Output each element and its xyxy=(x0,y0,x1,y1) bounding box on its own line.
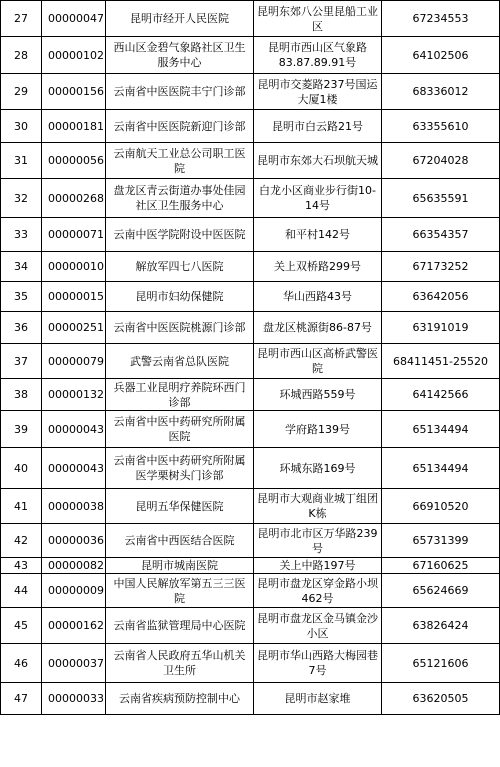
row-number: 38 xyxy=(1,379,42,411)
institution-code: 00000251 xyxy=(42,312,106,344)
row-number: 37 xyxy=(1,344,42,379)
row-number: 39 xyxy=(1,411,42,448)
institution-code: 00000181 xyxy=(42,110,106,143)
institution-address: 昆明市东郊大石坝航天城 xyxy=(254,143,382,179)
phone-number: 67173252 xyxy=(382,252,500,282)
institution-name: 云南省中医医院新迎门诊部 xyxy=(106,110,254,143)
table-row xyxy=(1,74,500,110)
row-number: 45 xyxy=(1,608,42,644)
row-number: 44 xyxy=(1,574,42,608)
row-number: 30 xyxy=(1,110,42,143)
institution-name: 云南省人民政府五华山机关卫生所 xyxy=(106,644,254,683)
table-row xyxy=(1,683,500,715)
table-row xyxy=(1,312,500,344)
row-number: 42 xyxy=(1,524,42,558)
table-row xyxy=(1,218,500,252)
phone-number: 65731399 xyxy=(382,524,500,558)
institution-name: 云南省监狱管理局中心医院 xyxy=(106,608,254,644)
institution-address: 学府路139号 xyxy=(254,411,382,448)
phone-number: 68336012 xyxy=(382,74,500,110)
table-row xyxy=(1,644,500,683)
institution-code: 00000043 xyxy=(42,411,106,448)
institution-name: 云南省中医医院桃源门诊部 xyxy=(106,312,254,344)
phone-number: 68411451-25520 xyxy=(382,344,500,379)
institution-address: 昆明市大观商业城丁组团K栋 xyxy=(254,489,382,524)
institution-name: 解放军四七八医院 xyxy=(106,252,254,282)
row-number: 47 xyxy=(1,683,42,715)
institution-address: 华山西路43号 xyxy=(254,282,382,312)
row-number: 27 xyxy=(1,1,42,37)
phone-number: 63191019 xyxy=(382,312,500,344)
institution-code: 00000015 xyxy=(42,282,106,312)
table-row xyxy=(1,608,500,644)
table-row xyxy=(1,448,500,489)
phone-number: 64142566 xyxy=(382,379,500,411)
institution-address: 昆明市盘龙区金马镇金沙小区 xyxy=(254,608,382,644)
institution-name: 昆明五华保健医院 xyxy=(106,489,254,524)
institution-name: 云南省中医中药研究所附属医院 xyxy=(106,411,254,448)
row-number: 46 xyxy=(1,644,42,683)
table-row xyxy=(1,1,500,37)
table-row xyxy=(1,489,500,524)
hospital-table-body xyxy=(1,1,500,715)
institution-name: 云南航天工业总公司职工医院 xyxy=(106,143,254,179)
institution-name: 兵器工业昆明疗养院环西门诊部 xyxy=(106,379,254,411)
phone-number: 65624669 xyxy=(382,574,500,608)
table-row xyxy=(1,252,500,282)
institution-code: 00000037 xyxy=(42,644,106,683)
table-row xyxy=(1,574,500,608)
row-number: 31 xyxy=(1,143,42,179)
phone-number: 67160625 xyxy=(382,558,500,574)
phone-number: 63642056 xyxy=(382,282,500,312)
row-number: 43 xyxy=(1,558,42,574)
institution-name: 昆明市经开人民医院 xyxy=(106,1,254,37)
institution-name: 武警云南省总队医院 xyxy=(106,344,254,379)
institution-code: 00000047 xyxy=(42,1,106,37)
table-row xyxy=(1,282,500,312)
institution-code: 00000082 xyxy=(42,558,106,574)
institution-code: 00000010 xyxy=(42,252,106,282)
institution-address: 昆明市白云路21号 xyxy=(254,110,382,143)
phone-number: 66910520 xyxy=(382,489,500,524)
table-row xyxy=(1,524,500,558)
institution-code: 00000038 xyxy=(42,489,106,524)
institution-code: 00000043 xyxy=(42,448,106,489)
institution-name: 盘龙区青云街道办事处佳园社区卫生服务中心 xyxy=(106,179,254,218)
phone-number: 65635591 xyxy=(382,179,500,218)
institution-address: 关上双桥路299号 xyxy=(254,252,382,282)
institution-name: 云南省中医中药研究所附属医学栗树头门诊部 xyxy=(106,448,254,489)
row-number: 34 xyxy=(1,252,42,282)
row-number: 36 xyxy=(1,312,42,344)
row-number: 33 xyxy=(1,218,42,252)
institution-address: 昆明市北市区万华路239号 xyxy=(254,524,382,558)
row-number: 29 xyxy=(1,74,42,110)
table-row xyxy=(1,379,500,411)
institution-address: 和平村142号 xyxy=(254,218,382,252)
institution-address: 昆明市西山区气象路83.87.89.91号 xyxy=(254,37,382,74)
institution-name: 云南省疾病预防控制中心 xyxy=(106,683,254,715)
phone-number: 65134494 xyxy=(382,448,500,489)
institution-name: 西山区金碧气象路社区卫生服务中心 xyxy=(106,37,254,74)
institution-code: 00000162 xyxy=(42,608,106,644)
table-row xyxy=(1,143,500,179)
institution-address: 昆明市交菱路237号国运大厦1楼 xyxy=(254,74,382,110)
table-row xyxy=(1,179,500,218)
institution-name: 昆明市城南医院 xyxy=(106,558,254,574)
phone-number: 64102506 xyxy=(382,37,500,74)
phone-number: 67204028 xyxy=(382,143,500,179)
institution-address: 盘龙区桃源街86-87号 xyxy=(254,312,382,344)
institution-code: 00000009 xyxy=(42,574,106,608)
table-row xyxy=(1,110,500,143)
institution-address: 昆明东郊八公里昆船工业区 xyxy=(254,1,382,37)
institution-address: 关上中路197号 xyxy=(254,558,382,574)
row-number: 28 xyxy=(1,37,42,74)
phone-number: 63826424 xyxy=(382,608,500,644)
phone-number: 63355610 xyxy=(382,110,500,143)
phone-number: 65121606 xyxy=(382,644,500,683)
institution-address: 环城东路169号 xyxy=(254,448,382,489)
table-row xyxy=(1,37,500,74)
row-number: 35 xyxy=(1,282,42,312)
institution-name: 昆明市妇幼保健院 xyxy=(106,282,254,312)
table-row xyxy=(1,411,500,448)
institution-code: 00000268 xyxy=(42,179,106,218)
row-number: 32 xyxy=(1,179,42,218)
table-row xyxy=(1,558,500,574)
institution-address: 昆明市华山西路大梅园巷7号 xyxy=(254,644,382,683)
institution-name: 云南省中医医院丰宁门诊部 xyxy=(106,74,254,110)
institution-code: 00000132 xyxy=(42,379,106,411)
row-number: 41 xyxy=(1,489,42,524)
institution-code: 00000033 xyxy=(42,683,106,715)
institution-address: 环城西路559号 xyxy=(254,379,382,411)
institution-code: 00000102 xyxy=(42,37,106,74)
phone-number: 66354357 xyxy=(382,218,500,252)
institution-code: 00000156 xyxy=(42,74,106,110)
phone-number: 67234553 xyxy=(382,1,500,37)
phone-number: 65134494 xyxy=(382,411,500,448)
institution-name: 中国人民解放军第五三三医院 xyxy=(106,574,254,608)
phone-number: 63620505 xyxy=(382,683,500,715)
table-row xyxy=(1,344,500,379)
institution-name: 云南中医学院附设中医医院 xyxy=(106,218,254,252)
institution-address: 昆明市西山区高桥武警医院 xyxy=(254,344,382,379)
institution-address: 白龙小区商业步行街10-14号 xyxy=(254,179,382,218)
row-number: 40 xyxy=(1,448,42,489)
institution-address: 昆明市赵家堆 xyxy=(254,683,382,715)
institution-name: 云南省中西医结合医院 xyxy=(106,524,254,558)
institution-address: 昆明市盘龙区穿金路小坝462号 xyxy=(254,574,382,608)
institution-code: 00000036 xyxy=(42,524,106,558)
institution-code: 00000071 xyxy=(42,218,106,252)
institution-code: 00000079 xyxy=(42,344,106,379)
institution-code: 00000056 xyxy=(42,143,106,179)
